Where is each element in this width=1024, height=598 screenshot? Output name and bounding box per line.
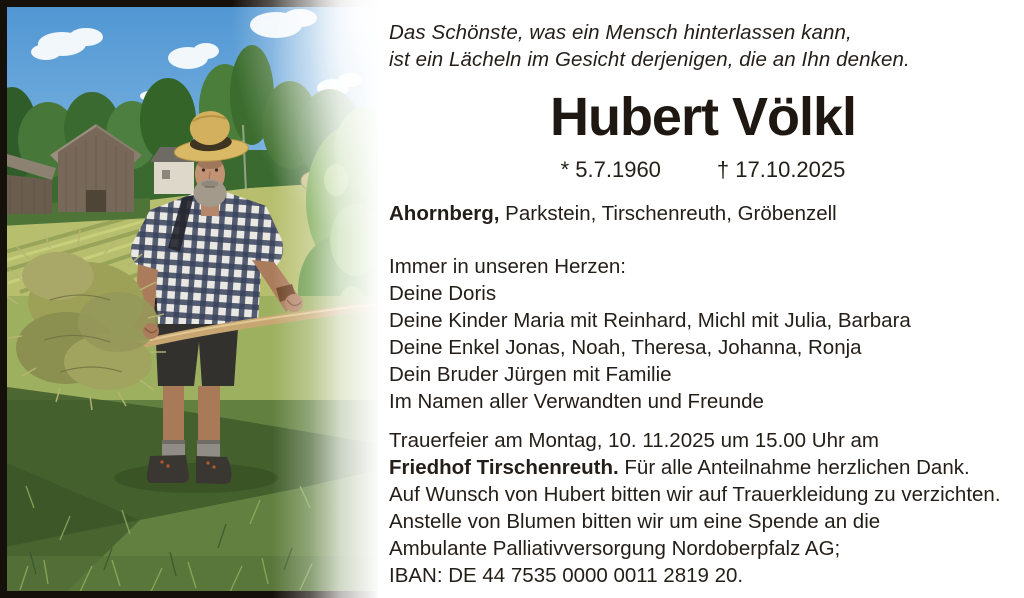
death-date: † 17.10.2025 bbox=[716, 157, 846, 182]
family-line: Deine Kinder Maria mit Reinhard, Michl mit Julia, Barbara bbox=[389, 309, 911, 332]
funeral-line-4: Anstelle von Blumen bitten wir um eine Spende an die bbox=[389, 510, 881, 533]
family-line: Deine Doris bbox=[389, 282, 497, 305]
funeral-line-1: Trauerfeier am Montag, 10. 11.2025 um 15.00 Uhr am bbox=[389, 429, 879, 452]
life-dates bbox=[389, 157, 1017, 183]
obituary-text-column bbox=[389, 0, 1017, 598]
photo-illustration bbox=[0, 0, 378, 598]
fade-overlay bbox=[0, 0, 378, 598]
funeral-line-3: Auf Wunsch von Hubert bitten wir auf Trauerkleidung zu verzichten. bbox=[389, 483, 1001, 506]
thanks-note: Für alle Anteilnahme herzlichen Dank. bbox=[618, 456, 970, 479]
portrait-photo bbox=[0, 0, 378, 598]
family-line: Immer in unseren Herzen: bbox=[389, 255, 626, 278]
places-line bbox=[389, 200, 837, 227]
funeral-info bbox=[389, 427, 1001, 589]
funeral-line-2 bbox=[389, 454, 1001, 481]
iban-line: IBAN: DE 44 7535 0000 0011 2819 20. bbox=[389, 564, 744, 587]
family-line: Deine Enkel Jonas, Noah, Theresa, Johanna, Ronja bbox=[389, 336, 862, 359]
other-places: Parkstein, Tirschenreuth, Gröbenzell bbox=[499, 202, 837, 225]
quote-line-2: ist ein Lächeln im Gesicht derjenigen, die an Ihn denken. bbox=[389, 48, 910, 71]
quote-line-1: Das Schönste, was ein Mensch hinterlassen kann, bbox=[389, 21, 852, 44]
family-line: Im Namen aller Verwandten und Freunde bbox=[389, 390, 764, 413]
family-list bbox=[389, 253, 911, 415]
memorial-quote bbox=[389, 19, 910, 73]
funeral-line-5: Ambulante Palliativversorgung Nordoberpfalz AG; bbox=[389, 537, 841, 560]
deceased-name: Hubert Völkl bbox=[549, 87, 857, 147]
birth-date: * 5.7.1960 bbox=[560, 157, 661, 182]
cemetery-name: Friedhof Tirschenreuth. bbox=[389, 456, 619, 479]
family-line: Dein Bruder Jürgen mit Familie bbox=[389, 363, 672, 386]
home-place: Ahornberg, bbox=[389, 202, 500, 225]
